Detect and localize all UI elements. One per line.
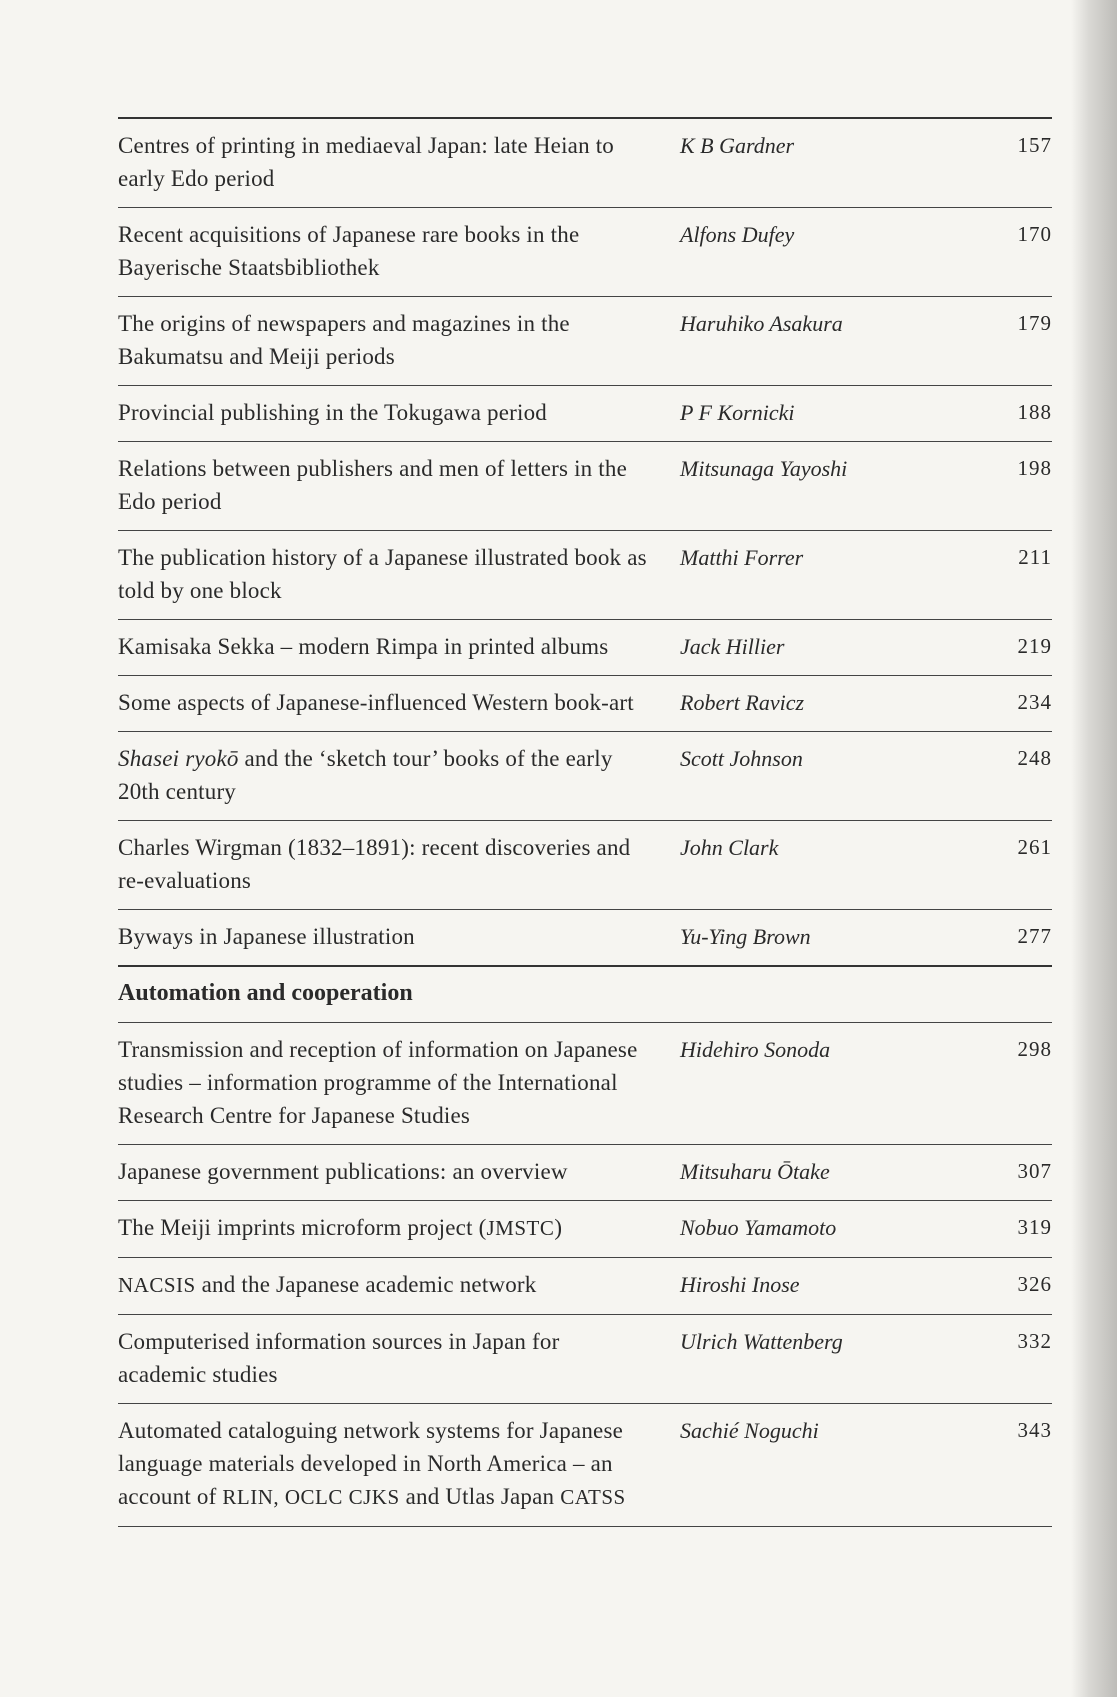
toc-entry xyxy=(118,1403,1052,1526)
entry-title-rest: and the ‘sketch tour’ books of the early 20th century xyxy=(118,746,613,804)
entry-title: Japanese government publications: an overview xyxy=(118,1159,568,1184)
entry-author: Nobuo Yamamoto xyxy=(680,1215,837,1240)
entry-title-acronym: NACSIS xyxy=(118,1273,196,1297)
entry-title-text: and Utlas Japan xyxy=(399,1484,561,1509)
toc-entry xyxy=(118,619,1052,675)
toc-entry xyxy=(118,675,1052,731)
entry-title xyxy=(118,1268,650,1302)
toc-entry xyxy=(118,296,1052,385)
toc-entry xyxy=(118,385,1052,441)
toc-entry xyxy=(118,1022,1052,1144)
entry-page: 319 xyxy=(1017,1215,1052,1239)
bottom-rule xyxy=(118,1526,1052,1527)
entry-title-acronym: RLIN, OCLC CJKS xyxy=(222,1485,400,1509)
entry-title xyxy=(118,742,650,808)
entry-title xyxy=(118,1211,650,1245)
entry-title: Kamisaka Sekka – modern Rimpa in printed albums xyxy=(118,634,609,659)
entry-title-text: The Meiji imprints microform project ( xyxy=(118,1215,487,1240)
entry-title: Relations between publishers and men of letters in the Edo period xyxy=(118,456,628,514)
entry-title: Charles Wirgman (1832–1891): recent discoveries and re-evaluations xyxy=(118,835,631,893)
entry-author: Yu-Ying Brown xyxy=(680,924,811,949)
entry-page: 157 xyxy=(1017,133,1052,157)
entry-page: 234 xyxy=(1017,690,1052,714)
toc-entry xyxy=(118,909,1052,965)
section-heading: Automation and cooperation xyxy=(118,965,1052,1022)
entry-page: 188 xyxy=(1017,400,1052,424)
entry-page: 326 xyxy=(1017,1272,1052,1296)
entry-title: Transmission and reception of information on Japanese studies – information programme of the International Research Centre for Japanese Studies xyxy=(118,1037,638,1128)
toc-entry xyxy=(118,207,1052,296)
entry-author: P F Kornicki xyxy=(680,400,795,425)
entry-title: The origins of newspapers and magazines in the Bakumatsu and Meiji periods xyxy=(118,311,570,369)
entry-author: Matthi Forrer xyxy=(680,545,804,570)
entry-author: Scott Johnson xyxy=(680,746,803,771)
toc-entry xyxy=(118,1257,1052,1314)
entry-title: Recent acquisitions of Japanese rare books in the Bayerische Staatsbibliothek xyxy=(118,222,580,280)
entry-title: The publication history of a Japanese illustrated book as told by one block xyxy=(118,545,647,603)
entry-author: Mitsuharu Ōtake xyxy=(680,1159,830,1184)
entry-author: John Clark xyxy=(680,835,779,860)
entry-author: Alfons Dufey xyxy=(680,222,795,247)
entry-page: 198 xyxy=(1017,456,1052,480)
toc-entry xyxy=(118,1144,1052,1200)
entry-page: 248 xyxy=(1017,746,1052,770)
toc-entry xyxy=(118,820,1052,909)
entry-page: 332 xyxy=(1017,1329,1052,1353)
entry-author: Robert Ravicz xyxy=(680,690,805,715)
entry-page: 307 xyxy=(1017,1159,1052,1183)
entry-author: K B Gardner xyxy=(680,133,795,158)
entry-author: Mitsunaga Yayoshi xyxy=(680,456,848,481)
entry-author: Haruhiko Asakura xyxy=(680,311,843,336)
entry-title: Provincial publishing in the Tokugawa period xyxy=(118,400,548,425)
page-edge-shadow xyxy=(1071,0,1117,1697)
entry-page: 211 xyxy=(1018,545,1052,569)
entry-title-italic: Shasei ryokō xyxy=(118,746,239,771)
entry-page: 298 xyxy=(1017,1037,1052,1061)
entry-page: 219 xyxy=(1017,634,1052,658)
entry-title: Byways in Japanese illustration xyxy=(118,924,415,949)
entry-author: Jack Hillier xyxy=(680,634,785,659)
entry-title xyxy=(118,1414,650,1514)
toc-entry xyxy=(118,731,1052,820)
entry-author: Hiroshi Inose xyxy=(680,1272,800,1297)
entry-author: Ulrich Wattenberg xyxy=(680,1329,843,1354)
entry-title: Computerised information sources in Japan for academic studies xyxy=(118,1329,560,1387)
entry-author: Sachié Noguchi xyxy=(680,1418,819,1443)
entry-title: Centres of printing in mediaeval Japan: late Heian to early Edo period xyxy=(118,133,615,191)
toc-entry xyxy=(118,441,1052,530)
entry-page: 170 xyxy=(1017,222,1052,246)
entry-title-acronym: CATSS xyxy=(560,1485,626,1509)
entry-page: 343 xyxy=(1017,1418,1052,1442)
entry-page: 179 xyxy=(1017,311,1052,335)
entry-title-text: and the Japanese academic network xyxy=(195,1272,537,1297)
toc-entry xyxy=(118,1314,1052,1403)
toc-entry xyxy=(118,1200,1052,1257)
table-of-contents xyxy=(118,117,1052,1527)
toc-entry xyxy=(118,530,1052,619)
entry-page: 277 xyxy=(1017,924,1052,948)
entry-title-text: Automated cataloguing network systems for Japanese language materials developed in North America – an account of xyxy=(118,1418,624,1509)
entry-author: Hidehiro Sonoda xyxy=(680,1037,831,1062)
toc-entry xyxy=(118,117,1052,207)
entry-title-text: ) xyxy=(554,1215,563,1240)
entry-title: Some aspects of Japanese-influenced Western book-art xyxy=(118,690,634,715)
entry-title-acronym: JMSTC xyxy=(486,1216,555,1240)
entry-page: 261 xyxy=(1017,835,1052,859)
